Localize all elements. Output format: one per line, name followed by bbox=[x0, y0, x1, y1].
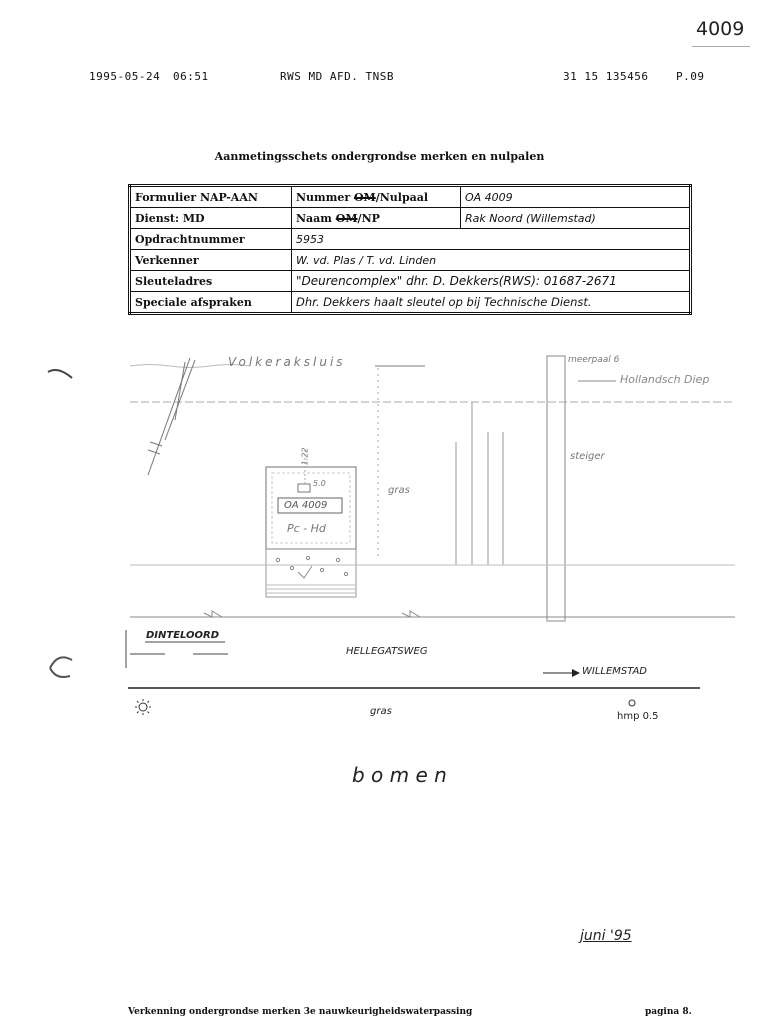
label-bomen: b o m e n bbox=[352, 763, 447, 787]
value-sleuteladres: "Deurencomplex" dhr. D. Dekkers(RWS): 01687-2671 bbox=[292, 271, 691, 292]
footer-right: pagina 8. bbox=[645, 1007, 692, 1017]
fax-date: 1995-05-24 bbox=[89, 70, 161, 83]
label-mark: OA 4009 bbox=[284, 500, 328, 511]
value-afspraken: Dhr. Dekkers haalt sleutel op bij Technische Dienst. bbox=[292, 292, 691, 314]
sub-naam-struck: OM bbox=[335, 211, 358, 225]
lock-line-1 bbox=[148, 358, 190, 475]
label-pc-hd: Pc - Hd bbox=[287, 522, 326, 535]
label-afspraken: Speciale afspraken bbox=[130, 292, 292, 314]
scan-mark-left-bottom bbox=[50, 657, 72, 677]
label-formulier: Formulier NAP-AAN bbox=[130, 186, 292, 208]
label-dinteloord: DINTELOORD bbox=[146, 630, 220, 641]
lock-line-2 bbox=[165, 360, 195, 440]
gravel-dot-6 bbox=[344, 572, 347, 575]
gravel-check bbox=[298, 566, 312, 578]
handwritten-date: juni '95 bbox=[580, 928, 632, 944]
label-dim-5: 5.0 bbox=[313, 479, 326, 488]
gravel-dot-3 bbox=[306, 556, 309, 559]
fax-time: 06:51 bbox=[173, 70, 209, 83]
lock-tick-1 bbox=[150, 442, 162, 446]
sub-nummer-prefix: Nummer bbox=[296, 190, 354, 204]
value-naam: Rak Noord (Willemstad) bbox=[461, 208, 691, 229]
gravel-dot-4 bbox=[320, 568, 323, 571]
label-dim-122: 1.22 bbox=[300, 447, 310, 466]
sub-naam-suffix: /NP bbox=[357, 211, 380, 225]
fax-phone: 31 15 135456 bbox=[563, 70, 649, 83]
label-gras-top: gras bbox=[388, 485, 410, 496]
tree-symbol-icon bbox=[139, 703, 147, 711]
gravel-strip bbox=[266, 549, 356, 597]
handwritten-page-number: 4009 bbox=[696, 18, 745, 40]
gravel-dot-5 bbox=[336, 558, 339, 561]
value-verkenner: W. vd. Plas / T. vd. Linden bbox=[292, 250, 691, 271]
hmp-marker-icon bbox=[629, 700, 635, 706]
label-volkeraksluis: Volkeraksluis bbox=[228, 355, 346, 369]
lock-tick-2 bbox=[148, 450, 160, 454]
tree-symbol-rays bbox=[135, 699, 151, 715]
label-verkenner: Verkenner bbox=[130, 250, 292, 271]
sub-naam-prefix: Naam bbox=[296, 211, 336, 225]
label-dienst: Dienst: MD bbox=[130, 208, 292, 229]
label-sleuteladres: Sleuteladres bbox=[130, 271, 292, 292]
form-title: Aanmetingsschets ondergrondse merken en nulpalen bbox=[214, 150, 545, 163]
sub-nummer-suffix: /Nulpaal bbox=[375, 190, 429, 204]
label-hellegatsweg: HELLEGATSWEG bbox=[346, 646, 428, 657]
label-opdrachtnummer: Opdrachtnummer bbox=[130, 229, 292, 250]
break-mark-1 bbox=[204, 611, 222, 617]
footer-left: Verkenning ondergrondse merken 3e nauwkeurigheidswaterpassing bbox=[128, 1007, 473, 1017]
label-willemstad: WILLEMSTAD bbox=[582, 666, 648, 677]
small-box bbox=[298, 484, 310, 492]
fax-page: P.09 bbox=[676, 70, 705, 83]
gravel-dot-1 bbox=[276, 558, 279, 561]
scan-mark-left-top bbox=[48, 370, 72, 378]
meerpaal-post bbox=[547, 356, 565, 621]
fax-sender: RWS MD AFD. TNSB bbox=[280, 70, 394, 83]
gravel-dot-2 bbox=[290, 566, 293, 569]
label-gras-bottom: gras bbox=[370, 706, 392, 717]
break-mark-2 bbox=[402, 611, 420, 617]
value-nummer: OA 4009 bbox=[461, 186, 691, 208]
label-hmp: hmp 0.5 bbox=[617, 711, 659, 722]
label-steiger: steiger bbox=[570, 451, 605, 462]
willemstad-arrowhead bbox=[572, 669, 580, 677]
label-meerpaal: meerpaal 6 bbox=[568, 355, 620, 365]
sub-nummer-struck: OM bbox=[353, 190, 376, 204]
value-opdrachtnummer: 5953 bbox=[292, 229, 691, 250]
label-hollandsch-diep: Hollandsch Diep bbox=[620, 373, 710, 386]
